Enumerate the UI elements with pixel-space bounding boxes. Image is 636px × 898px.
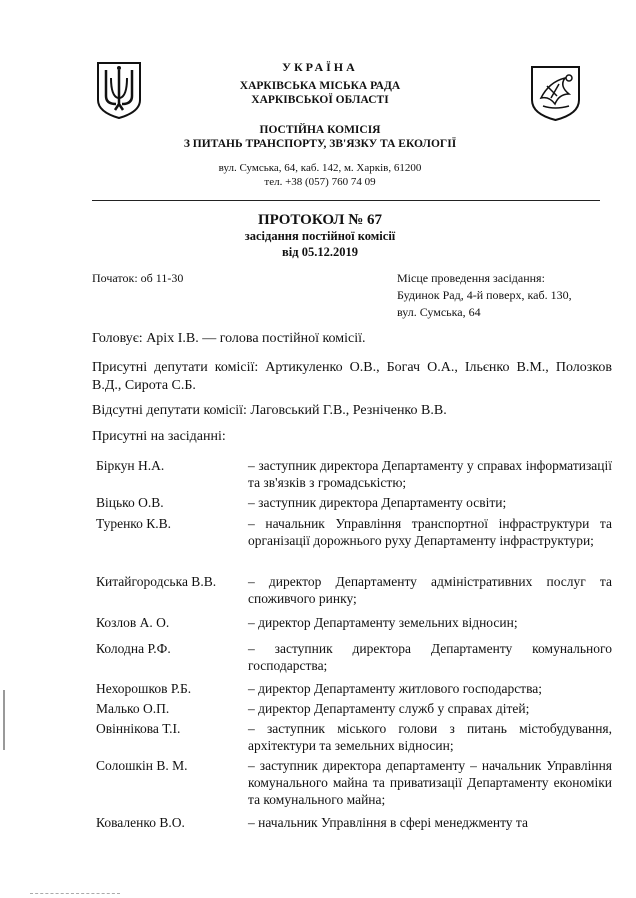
country-name: УКРАЇНА [282,60,358,74]
council-name-line1: ХАРКІВСЬКА МІСЬКА РАДА [239,80,401,92]
attendee-name: Овіннікова Т.І. [96,721,181,736]
absent-deputies-paragraph: Відсутні депутати комісії: Лаговський Г.В., Резніченко В.В. [92,403,447,418]
start-time: Початок: об 11-30 [92,271,184,285]
attendee-role: – заступник міського голови з питань містобудування, архітектури та земельних відносин; [248,721,612,753]
meeting-place-line1: Будинок Рад, 4-й поверх, каб. 130, [397,288,572,302]
attendee-role: – директор Департаменту земельних відносин; [248,615,518,630]
present-deputies-paragraph: Присутні депутати комісії: Артикуленко О.В., Богач О.А., Ільєнко В.М., Полозков В.Д., Сирота С.Б. [92,360,612,393]
committee-name-line1: ПОСТІЙНА КОМІСІЯ [259,124,381,136]
address-line: вул. Сумська, 64, каб. 142, м. Харків, 61200 [218,162,422,174]
attendee-name: Біркун Н.А. [96,458,165,473]
attendee-name: Нехорошков Р.Б. [96,681,192,696]
attendee-role: – директор Департаменту житлового господарства; [248,681,543,696]
protocol-subtitle: засідання постійної комісії [244,229,396,243]
phone-line: тел. +38 (057) 760 74 09 [264,176,376,188]
attendee-role: – заступник директора Департаменту освіти; [248,495,507,510]
attendee-role: – заступник директора Департаменту у справах інформатизації та зв'язків з громадськістю; [248,458,612,490]
scan-bottom-mark [30,893,120,894]
attendee-role: – заступник директора департаменту – начальник Управління комунального майна та приватизації Департаменту економіки та комунального майна; [248,758,612,807]
present-at-meeting-heading: Присутні на засіданні: [92,429,226,444]
attendee-role: – начальник Управління транспортної інфраструктури та організації дорожнього руху Департаменту інфраструктури; [248,516,612,548]
attendee-name: Колодна Р.Ф. [96,641,171,656]
header-divider [92,200,600,201]
attendee-name: Коваленко В.О. [96,815,185,830]
attendee-role: – начальник Управління в сфері менеджменту та [248,815,528,830]
attendee-name: Козлов А. О. [96,615,170,630]
attendee-role: – директор Департаменту служб у справах дітей; [248,701,530,716]
attendee-name: Віцько О.В. [96,495,164,510]
committee-name-line2: З ПИТАНЬ ТРАНСПОРТУ, ЗВ'ЯЗКУ ТА ЕКОЛОГІЇ [183,138,457,150]
attendee-role: – заступник директора Департаменту комунального господарства; [248,641,612,673]
protocol-title: ПРОТОКОЛ № 67 [257,212,383,228]
attendee-role: – директор Департаменту адміністративних послуг та споживчого ринку; [248,574,612,606]
attendee-name: Малько О.П. [96,701,170,716]
attendee-name: Китайгородська В.В. [96,574,217,589]
meeting-place [397,270,607,321]
meeting-place-label: Місце проведення засідання: [397,271,545,285]
kharkiv-coat-of-arms-icon [529,64,582,122]
chair-paragraph: Головує: Аріх І.В. — голова постійної комісії. [92,331,366,346]
council-name-line2: ХАРКІВСЬКОЇ ОБЛАСТІ [251,94,389,106]
attendee-name: Туренко К.В. [96,516,172,531]
scan-edge-mark [3,690,5,750]
meeting-place-line2: вул. Сумська, 64 [397,305,481,319]
attendee-name: Солошкін В. М. [96,758,188,773]
protocol-date: від 05.12.2019 [282,245,358,259]
